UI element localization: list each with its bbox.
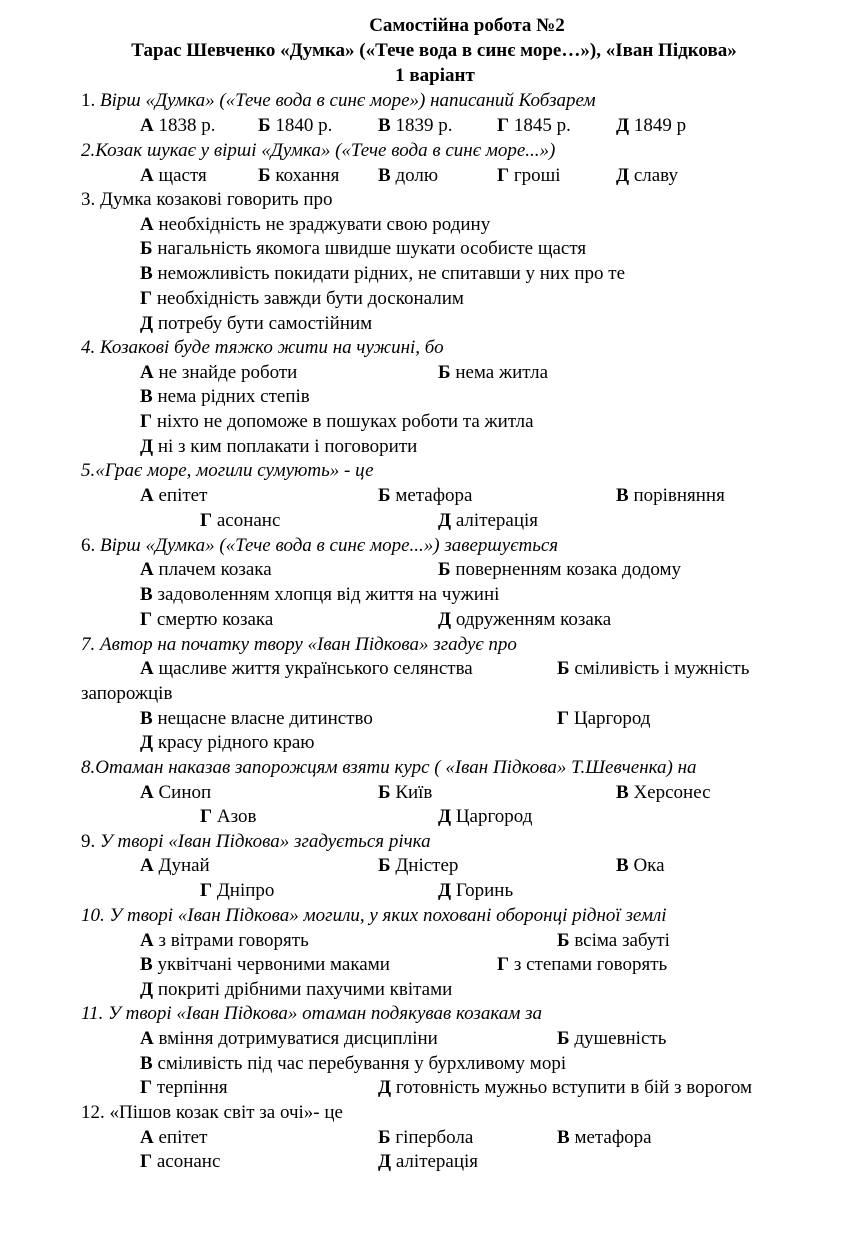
answer-option: Б 1840 р. [258,115,333,136]
variant-label: 1 варіант [395,65,475,86]
answer-option: Г 1845 р. [497,115,571,136]
answer-option: Д потребу бути самостійним [140,313,373,334]
question-4: 4. Козакові буде тяжко жити на чужині, бо [81,337,444,358]
answer-option: Б метафора [378,485,473,506]
answer-option: А необхідність не зраджувати свою родину [140,214,491,235]
answer-option: Д Горинь [438,880,514,901]
answer-option: Д 1849 р [616,115,687,136]
answer-option: В нема рідних степів [140,386,310,407]
question-text: Вірш «Думка» («Тече вода в синє море») написаний Кобзарем [100,90,596,111]
answer-option: Д готовність мужньо вступити в бій з ворогом [378,1077,753,1098]
question-text: Вірш «Думка» («Тече вода в синє море...») завершується [100,535,559,556]
answer-option: В порівняння [616,485,725,506]
answer-option: Г асонанс [200,510,281,531]
question-3: 3. Думка козакові говорить про [81,189,333,210]
question-9 [81,830,431,854]
worksheet-subtitle: Тарас Шевченко «Думка» («Тече вода в синє море…»), «Іван Підкова» [131,40,737,61]
answer-option: В Ока [616,855,665,876]
answer-option: Г Царгород [557,708,651,729]
question-2: 2.Козак шукає у вірші «Думка» («Тече вода в синє море...») [81,140,556,161]
answer-option: А вміння дотримуватися дисципліни [140,1028,438,1049]
answer-option: Б Дністер [378,855,459,876]
answer-option: Д ні з ким поплакати і поговорити [140,436,418,457]
answer-option: Д славу [616,165,678,186]
answer-option: Б сміливість і мужність [557,658,750,679]
answer-option: А щастя [140,165,207,186]
answer-option: В метафора [557,1127,652,1148]
answer-option: Г необхідність завжди бути досконалим [140,288,464,309]
question-1 [81,89,596,113]
answer-option: Б Київ [378,782,433,803]
question-8: 8.Отаман наказав запорожцям взяти курс ( «Іван Підкова» Т.Шевченка) на [81,757,697,778]
answer-option: Б гіпербола [378,1127,474,1148]
answer-option: Б кохання [258,165,340,186]
answer-option-continued: запорожців [81,683,173,704]
answer-option: Г Азов [200,806,257,827]
answer-option: Д алітерація [438,510,539,531]
answer-option: В неможливість покидати рідних, не спитавши у них про те [140,263,626,284]
question-text: У творі «Іван Підкова» згадується річка [100,831,431,852]
answer-option: А епітет [140,1127,208,1148]
answer-option: Б всіма забуті [557,930,670,951]
answer-option: А не знайде роботи [140,362,298,383]
answer-option: В Херсонес [616,782,711,803]
answer-option: Г асонанс [140,1151,221,1172]
answer-option: Б душевність [557,1028,667,1049]
question-11: 11. У творі «Іван Підкова» отаман подякував козакам за [81,1003,543,1024]
answer-option: Г смертю козака [140,609,274,630]
question-7: 7. Автор на початку твору «Іван Підкова» згадує про [81,634,517,655]
question-number: 9. [81,831,100,852]
answer-option: Г ніхто не допоможе в пошуках роботи та житла [140,411,534,432]
answer-option: Г з степами говорять [497,954,668,975]
answer-option: Д покриті дрібними пахучими квітами [140,979,453,1000]
answer-option: Г терпіння [140,1077,228,1098]
answer-option: А з вітрами говорять [140,930,309,951]
question-10: 10. У творі «Іван Підкова» могили, у яких поховані оборонці рідної землі [81,905,667,926]
answer-option: Д Царгород [438,806,533,827]
answer-option: В 1839 р. [378,115,453,136]
answer-option: Г Дніпро [200,880,275,901]
answer-option: В задоволенням хлопця від життя на чужині [140,584,500,605]
question-6 [81,534,558,558]
answer-option: А епітет [140,485,208,506]
answer-option: В уквітчані червоними маками [140,954,390,975]
answer-option: Г гроші [497,165,561,186]
answer-option: А Дунай [140,855,210,876]
question-5: 5.«Грає море, могили сумують» - це [81,460,374,481]
question-12: 12. «Пішов козак світ за очі»- це [81,1102,343,1123]
worksheet-title: Самостійна робота №2 [369,15,565,36]
answer-option: Б нагальність якомога швидше шукати особисте щастя [140,238,587,259]
answer-option: В сміливість під час перебування у бурхливому морі [140,1053,567,1074]
answer-option: А плачем козака [140,559,272,580]
answer-option: В нещасне власне дитинство [140,708,373,729]
answer-option: Д красу рідного краю [140,732,315,753]
answer-option: А 1838 р. [140,115,216,136]
answer-option: Б поверненням козака додому [438,559,682,580]
question-number: 6. [81,535,100,556]
answer-option: В долю [378,165,439,186]
question-number: 1. [81,90,100,111]
answer-option: А щасливе життя українського селянства [140,658,473,679]
answer-option: Б нема житла [438,362,549,383]
answer-option: А Синоп [140,782,212,803]
answer-option: Д одруженням козака [438,609,612,630]
answer-option: Д алітерація [378,1151,479,1172]
